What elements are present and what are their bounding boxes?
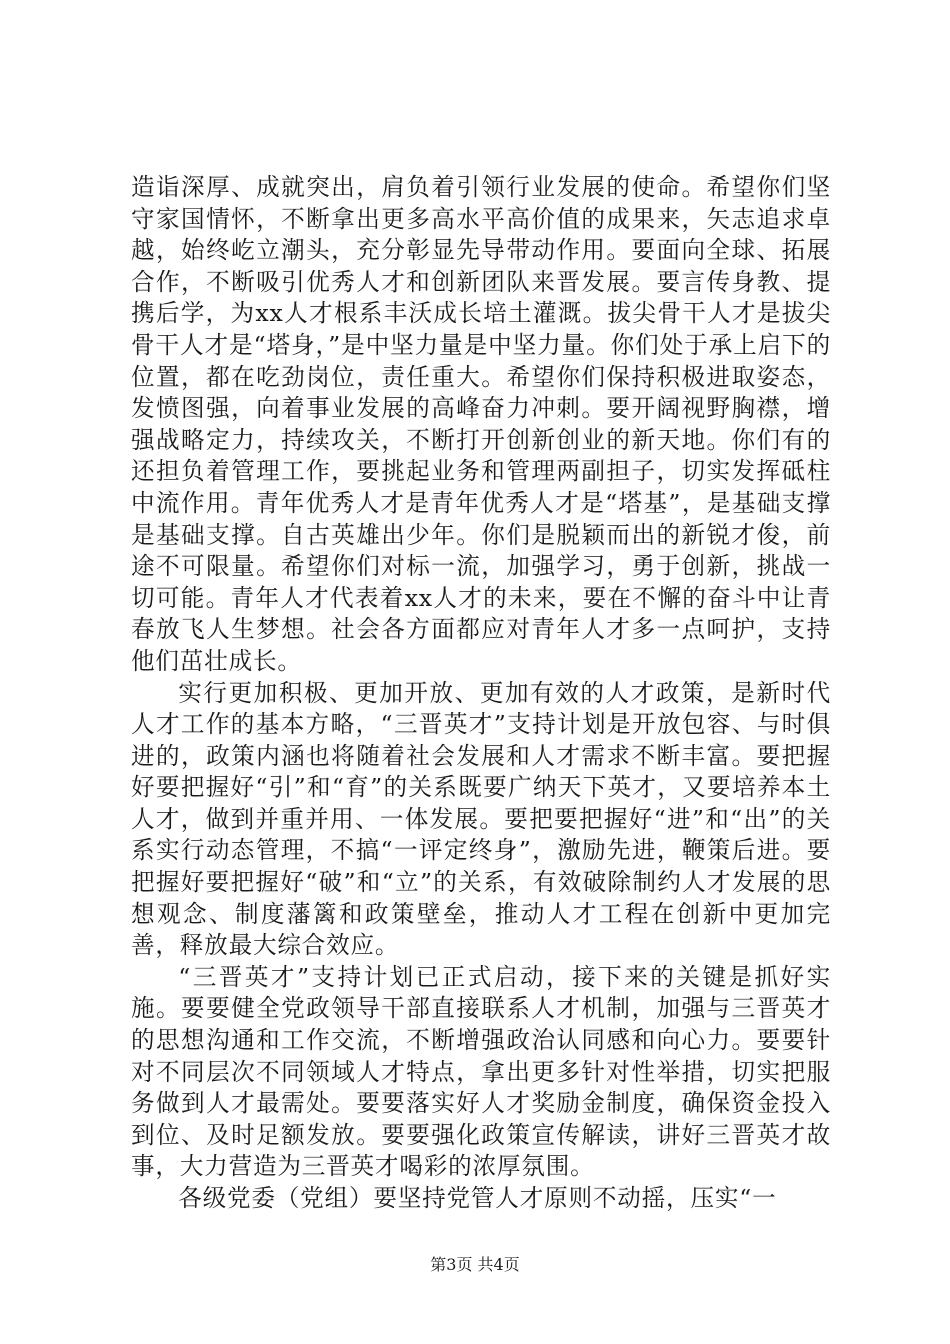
paragraph-4: 各级党委（党组）要坚持党管人才原则不动摇，压实“一 <box>178 1184 777 1212</box>
document-body <box>131 172 831 1215</box>
page-footer: 第3页 共4页 <box>430 1255 520 1274</box>
paragraph-2: 实行更加积极、更加开放、更加有效的人才政策，是新时代人才工作的基本方略，“三晋英才”支持计划是开放包容、与时俱进的，政策内涵也将随着社会发展和人才需求不断丰富。要把握好要把握好“引”和“育”的关系既要广纳天下英才，又要培养本土人才，做到并重并用、一体发展。要把要把握好“进”和“出”的关系实行动态管理，不搞“一评定终身”，激励先进，鞭策后进。要把握好要把握好“破”和“立”的关系，有效破除制约人才发展的思想观念、制度藩篱和政策壁垒，推动人才工程在创新中更加完善，释放最大综合效应。 <box>131 678 831 960</box>
paragraph-1: 造诣深厚、成就突出，肩负着引领行业发展的使命。希望你们坚守家国情怀，不断拿出更多高水平高价值的成果来，矢志追求卓越，始终屹立潮头，充分彰显先导带动作用。要面向全球、拓展合作，不断吸引优秀人才和创新团队来晋发展。要言传身教、提携后学，为xx人才根系丰沃成长培土灌溉。拔尖骨干人才是拔尖骨干人才是“塔身，”是中坚力量是中坚力量。你们处于承上启下的位置，都在吃劲岗位，责任重大。希望你们保持积极进取姿态，发愤图强，向着事业发展的高峰奋力冲刺。要开阔视野胸襟，增强战略定力，持续攻关，不断打开创新创业的新天地。你们有的还担负着管理工作，要挑起业务和管理两副担子，切实发挥砥柱中流作用。青年优秀人才是青年优秀人才是“塔基”，是基础支撑是基础支撑。自古英雄出少年。你们是脱颖而出的新锐才俊，前途不可限量。希望你们对标一流，加强学习，勇于创新，挑战一切可能。青年人才代表着xx人才的未来，要在不懈的奋斗中让青春放飞人生梦想。社会各方面都应对青年人才多一点呵护，支持他们茁壮成长。 <box>131 173 831 675</box>
paragraph-3: “三晋英才”支持计划已正式启动，接下来的关键是抓好实施。要要健全党政领导干部直接联系人才机制，加强与三晋英才的思想沟通和工作交流，不断增强政治认同感和向心力。要要针对不同层次不同领域人才特点，拿出更多针对性举措，切实把服务做到人才最需处。要要落实好人才奖励金制度，确保资金投入到位、及时足额发放。要要强化政策宣传解读，讲好三晋英才故事，大力营造为三晋英才喝彩的浓厚氛围。 <box>131 962 831 1181</box>
